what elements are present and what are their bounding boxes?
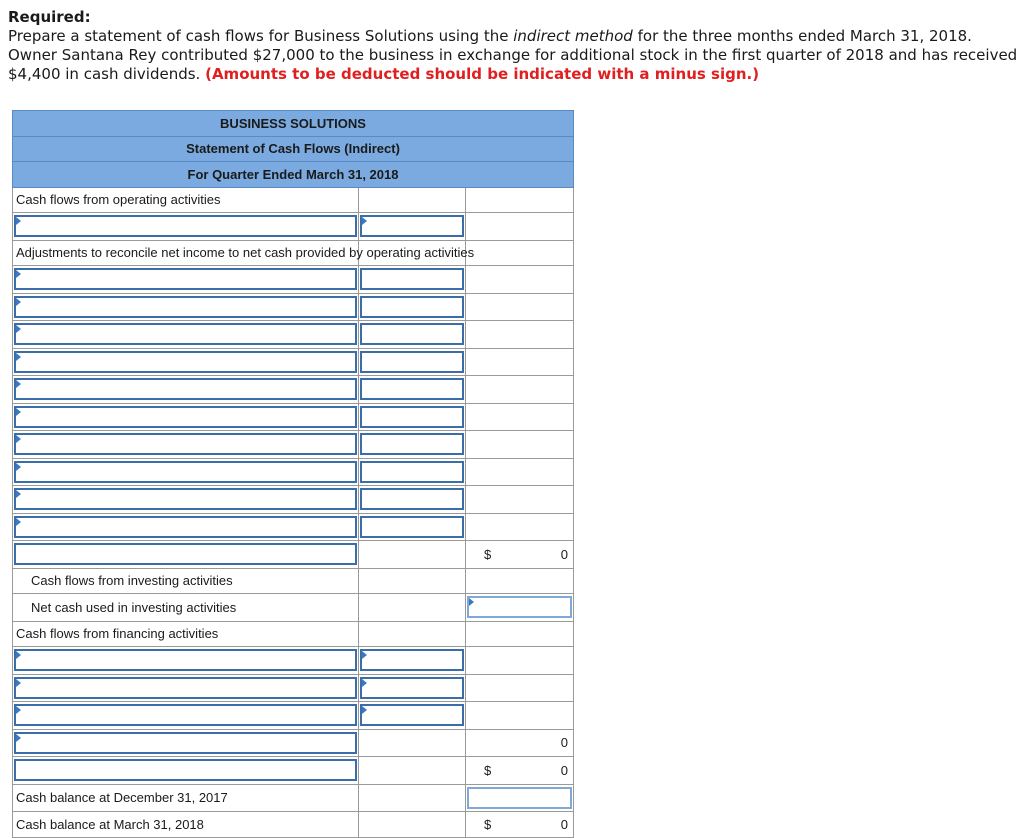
dropdown-flag-icon [16,353,21,361]
cash-balance-dec-label: Cash balance at December 31, 2017 [13,784,359,812]
cash-flow-statement [12,110,574,838]
instructions-text-2: for the three months ended March 31, 2018. Owner Santana Rey contributed $27,000 to the business in exchange for additional stock in the first quarter of 2018 and has received $4,400 in cash dividends. [8,27,1018,83]
dropdown-flag-icon [16,380,21,388]
adjustment-label-input[interactable] [14,351,357,373]
net-operating-cash-total [466,541,574,569]
adjustment-amount-input[interactable] [360,516,464,538]
dropdown-flag-icon [16,463,21,471]
net-operating-cash-label-input[interactable] [14,543,357,565]
instructions [8,8,1018,84]
financing-label-input[interactable] [14,677,357,699]
dropdown-flag-icon [16,651,21,659]
dropdown-flag-icon [16,408,21,416]
adjustments-label: Adjustments to reconcile net income to net cash provided by operating activities [13,240,359,266]
financing-activities-label: Cash flows from financing activities [13,621,359,647]
adjustment-amount-input[interactable] [360,378,464,400]
adjustment-amount-input[interactable] [360,433,464,455]
financing-label-input[interactable] [14,649,357,671]
net-financing-total [466,729,574,757]
adjustment-amount-input[interactable] [360,351,464,373]
currency-symbol: $ [484,816,492,832]
adjustment-amount-input[interactable] [360,488,464,510]
dropdown-flag-icon [362,679,367,687]
currency-symbol: $ [484,546,492,562]
dropdown-flag-icon [16,706,21,714]
adjustment-label-input[interactable] [14,461,357,483]
cash-balance-mar-label: Cash balance at March 31, 2018 [13,812,359,838]
adjustment-label-input[interactable] [14,268,357,290]
net-change-total [466,757,574,785]
adjustment-label-input[interactable] [14,433,357,455]
adjustment-amount-input[interactable] [360,406,464,428]
net-financing-label-input[interactable] [14,732,357,754]
dropdown-flag-icon [16,270,21,278]
cash-balance-mar-total [466,812,574,838]
adjustment-label-input[interactable] [14,296,357,318]
currency-symbol: $ [484,762,492,778]
adjustment-label-input[interactable] [14,406,357,428]
dropdown-flag-icon [16,325,21,333]
dropdown-flag-icon [362,706,367,714]
dropdown-flag-icon [16,518,21,526]
adjustment-label-input[interactable] [14,516,357,538]
statement-title: Statement of Cash Flows (Indirect) [13,136,574,162]
net-change-label-input[interactable] [14,759,357,781]
company-name: BUSINESS SOLUTIONS [13,111,574,137]
total-value: 0 [560,816,569,832]
dropdown-flag-icon [16,217,21,225]
total-value: 0 [560,546,569,562]
instructions-text-1: Prepare a statement of cash flows for Business Solutions using the [8,27,514,45]
cash-balance-dec-input[interactable] [467,787,572,809]
net-investing-amount-input[interactable] [467,596,572,618]
net-income-amount-input[interactable] [360,215,464,237]
financing-label-input[interactable] [14,704,357,726]
dropdown-flag-icon [16,490,21,498]
statement-period: For Quarter Ended March 31, 2018 [13,162,574,188]
adjustment-label-input[interactable] [14,488,357,510]
total-value: 0 [560,762,569,778]
instructions-italic: indirect method [513,27,633,45]
adjustment-amount-input[interactable] [360,296,464,318]
dropdown-flag-icon [469,598,474,606]
minus-sign-warning: (Amounts to be deducted should be indicated with a minus sign.) [205,65,760,83]
required-heading: Required: [8,8,91,26]
investing-activities-label: Cash flows from investing activities [13,568,359,594]
dropdown-flag-icon [362,217,367,225]
adjustment-label-input[interactable] [14,323,357,345]
adjustment-label-input[interactable] [14,378,357,400]
financing-amount-input[interactable] [360,677,464,699]
adjustment-amount-input[interactable] [360,268,464,290]
total-value: 0 [560,735,569,751]
financing-amount-input[interactable] [360,649,464,671]
financing-amount-input[interactable] [360,704,464,726]
dropdown-flag-icon [16,679,21,687]
dropdown-flag-icon [16,298,21,306]
dropdown-flag-icon [16,734,21,742]
dropdown-flag-icon [362,651,367,659]
adjustment-amount-input[interactable] [360,323,464,345]
dropdown-flag-icon [16,435,21,443]
net-investing-label: Net cash used in investing activities [13,594,359,622]
adjustment-amount-input[interactable] [360,461,464,483]
net-income-label-input[interactable] [14,215,357,237]
operating-activities-label: Cash flows from operating activities [13,187,359,213]
